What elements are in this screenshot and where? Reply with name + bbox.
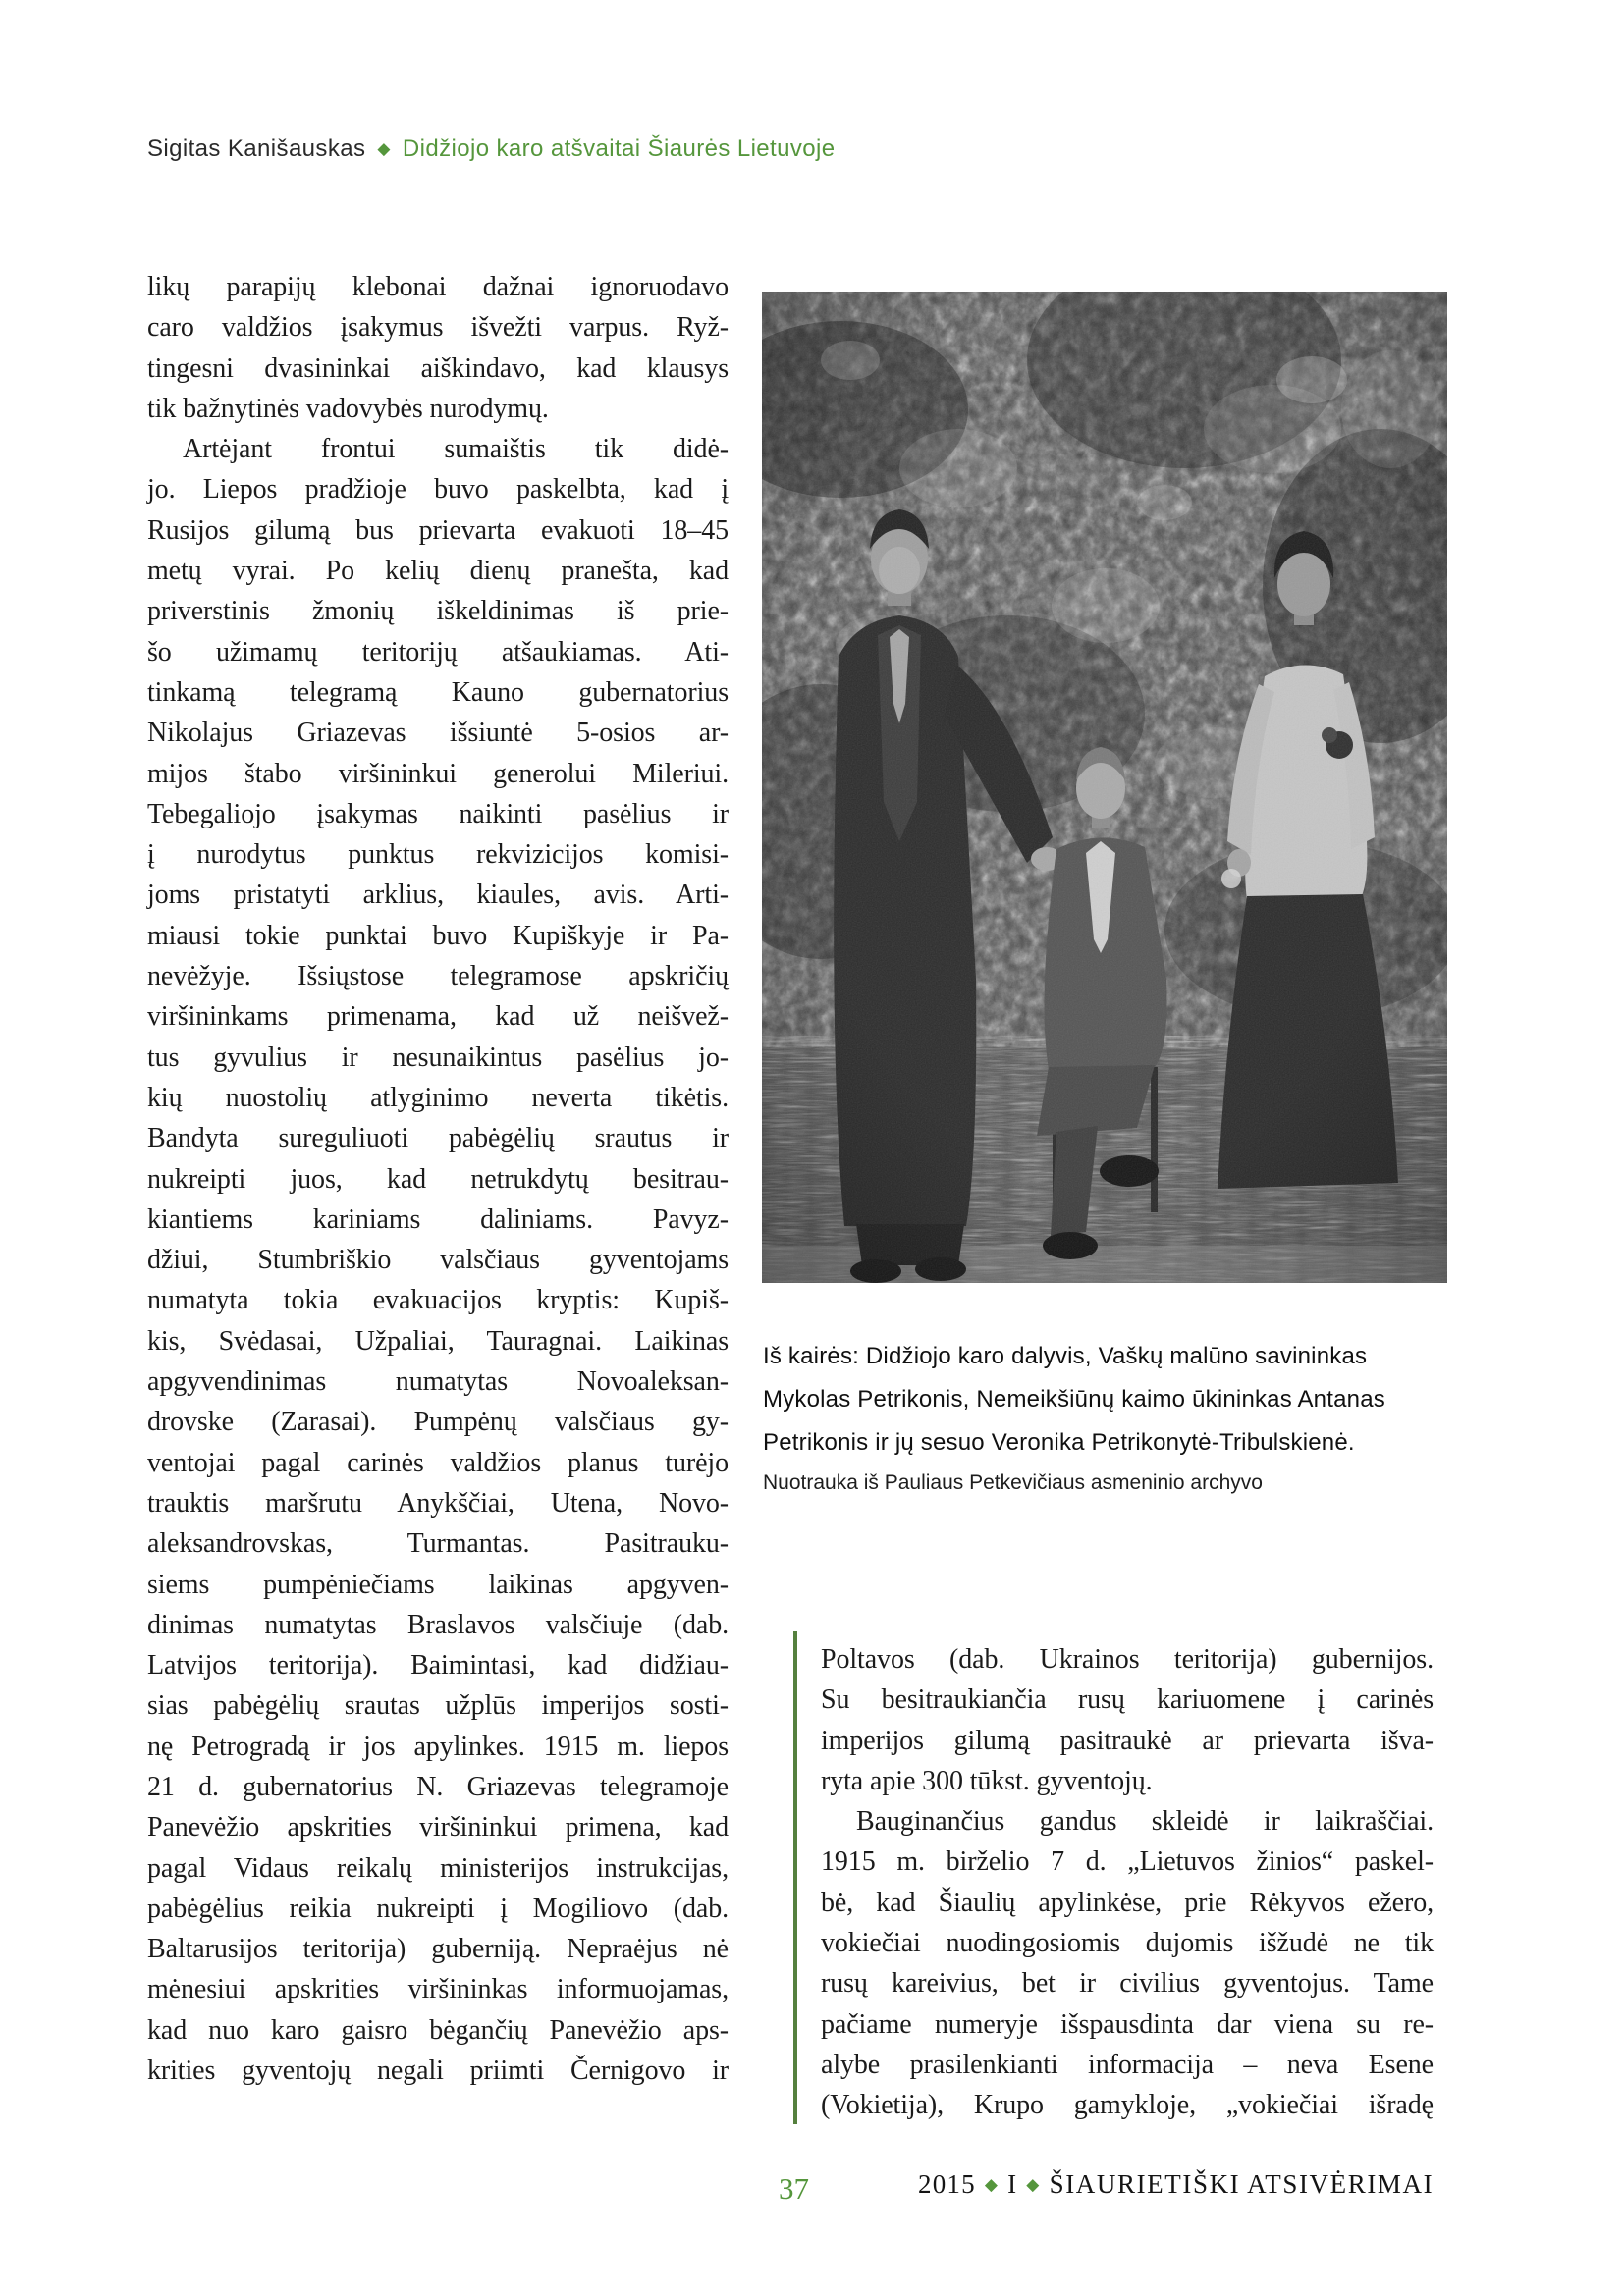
- text-line: Latvijos teritorija). Baimintasi, kad didžiau-: [147, 1650, 729, 1682]
- text-line: Petrikonis ir jų sesuo Veronika Petrikonytė-Tribulskienė.: [763, 1429, 1355, 1456]
- diamond-icon: ◆: [377, 139, 391, 158]
- text-line: caro valdžios įsakymus išvežti varpus. Ryž-: [147, 312, 729, 344]
- text-line: Mykolas Petrikonis, Nemeikšiūnų kaimo ūkininkas Antanas: [763, 1386, 1385, 1413]
- text-line: Su besitraukiančia rusų kariuomene į carinės: [821, 1684, 1434, 1716]
- text-line: į nurodytus punktus rekvizicijos komisi-: [147, 839, 729, 871]
- text-line: apgyvendinimas numatytas Novoaleksan-: [147, 1366, 729, 1398]
- photo-credit: Nuotrauka iš Pauliaus Petkevičiaus asmeninio archyvo: [763, 1471, 1263, 1494]
- text-line: rusų kareivius, bet ir civilius gyventojus. Tame: [821, 1968, 1434, 2000]
- text-line: Baltarusijos teritorija) guberniją. Nepraėjus nė: [147, 1934, 729, 1965]
- text-line: priverstinis žmonių iškeldinimas iš prie-: [147, 596, 729, 627]
- text-line: tus gyvulius ir nesunaikintus pasėlius jo-: [147, 1041, 729, 1073]
- text-line: tinkamą telegramą Kauno gubernatorius: [147, 676, 729, 708]
- text-line: šo užimamų teritorijų atšaukiamas. Ati-: [147, 636, 729, 667]
- author-name: Sigitas Kanišauskas: [147, 135, 366, 162]
- footer-year: 2015: [918, 2169, 976, 2199]
- text-line: kad nuo karo gaisro bėgančių Panevėžio aps-: [147, 2014, 729, 2046]
- text-line: miausi tokie punktai buvo Kupiškyje ir Pa-: [147, 920, 729, 951]
- text-line: ryta apie 300 tūkst. gyventojų.: [821, 1765, 1153, 1796]
- text-line: siems pumpėniečiams laikinas apgyven-: [147, 1569, 729, 1600]
- text-line: džiui, Stumbriškio valsčiaus gyventojams: [147, 1245, 729, 1276]
- text-line: Nikolajus Griazevas išsiuntė 5-osios ar-: [147, 718, 729, 749]
- text-line: trauktis maršrutu Anykščiai, Utena, Novo-: [147, 1487, 729, 1519]
- text-line: pačiame numeryje išspausdinta dar viena su re-: [821, 2008, 1434, 2040]
- diamond-icon: ◆: [1026, 2175, 1041, 2194]
- text-line: Artėjant frontui sumaištis tik didė-: [183, 434, 729, 465]
- photo: [762, 292, 1447, 1283]
- column-divider-rule: [793, 1631, 797, 2124]
- text-line: mijos štabo viršininkui generolui Mileriui.: [147, 758, 729, 789]
- text-line: nę Petrogradą ir jos apylinkes. 1915 m. liepos: [147, 1731, 729, 1762]
- text-line: kiantiems kariniams daliniams. Pavyz-: [147, 1203, 729, 1235]
- text-line: krities gyventojų negali priimti Černigovo ir: [147, 2056, 729, 2087]
- article-title: Didžiojo karo atšvaitai Šiaurės Lietuvoje: [402, 135, 836, 162]
- text-line: likų parapijų klebonai dažnai ignoruodavo: [147, 272, 729, 302]
- running-head: [147, 135, 836, 163]
- text-line: bė, kad Šiaulių apylinkėse, prie Rėkyvos ežero,: [821, 1887, 1434, 1918]
- text-line: Bandyta sureguliuoti pabėgėlių srautus ir: [147, 1123, 729, 1154]
- text-line: kių nuostolių atlyginimo neverta tikėtis.: [147, 1082, 729, 1113]
- right-text-column: [821, 1639, 1434, 2126]
- footer-issue-number: I: [1007, 2169, 1018, 2199]
- text-line: ventojai pagal carinės valdžios planus turėjo: [147, 1447, 729, 1478]
- text-line: mėnesiui apskrities viršininkas informuojamas,: [147, 1974, 729, 2005]
- photo-image: [762, 292, 1447, 1283]
- text-line: (Vokietija), Krupo gamykloje, „vokiečiai išradę: [821, 2090, 1434, 2121]
- photo-caption: [763, 1335, 1440, 1465]
- text-line: 1915 m. birželio 7 d. „Lietuvos žinios“ paskel-: [821, 1846, 1434, 1878]
- text-line: nevėžyje. Išsiųstose telegramose apskričių: [147, 961, 729, 992]
- text-line: pabėgėlius reikia nukreipti į Mogiliovo (dab.: [147, 1893, 729, 1924]
- text-line: dinimas numatytas Braslavos valsčiuje (dab.: [147, 1609, 729, 1640]
- text-line: Rusijos gilumą bus prievarta evakuoti 18–45: [147, 514, 729, 546]
- text-line: tik bažnytinės vadovybės nurodymų.: [147, 393, 549, 424]
- text-line: joms pristatyti arklius, kiaules, avis. Arti-: [147, 880, 729, 911]
- text-line: vokiečiai nuodingosiomis dujomis išžudė ne tik: [821, 1928, 1434, 1959]
- text-line: pagal Vidaus reikalų ministerijos instrukcijas,: [147, 1852, 729, 1884]
- text-line: imperijos gilumą pasitraukė ar prievarta išva-: [821, 1725, 1434, 1756]
- text-line: jo. Liepos pradžioje buvo paskelbta, kad į: [147, 474, 729, 506]
- text-line: Panevėžio apskrities viršininkui primena, kad: [147, 1812, 729, 1843]
- text-line: kis, Svėdasai, Užpaliai, Tauragnai. Laikinas: [147, 1325, 729, 1357]
- text-line: tingesni dvasininkai aiškindavo, kad klausys: [147, 352, 729, 384]
- page-number: 37: [779, 2171, 809, 2206]
- diamond-icon: ◆: [984, 2175, 1000, 2194]
- left-text-column: [147, 267, 729, 2091]
- text-line: sias pabėgėlių srautas užplūs imperijos sosti-: [147, 1690, 729, 1722]
- text-line: Poltavos (dab. Ukrainos teritorija) gubernijos.: [821, 1644, 1434, 1675]
- text-line: Tebegaliojo įsakymas naikinti pasėlius ir: [147, 798, 729, 829]
- text-line: alybe prasilenkianti informacija – neva Esene: [821, 2049, 1434, 2080]
- text-line: Bauginančius gandus skleidė ir laikraščiai.: [856, 1806, 1434, 1838]
- text-line: metų vyrai. Po kelių dienų pranešta, kad: [147, 556, 729, 587]
- journal-footer: [918, 2169, 1434, 2200]
- text-line: viršininkams primenama, kad už neišvež-: [147, 1001, 729, 1033]
- text-line: aleksandrovskas, Turmantas. Pasitrauku-: [147, 1528, 729, 1560]
- text-line: 21 d. gubernatorius N. Griazevas telegramoje: [147, 1771, 729, 1802]
- journal-title: ŠIAURIETIŠKI ATSIVĖRIMAI: [1049, 2169, 1435, 2199]
- text-line: numatyta tokia evakuacijos kryptis: Kupiš-: [147, 1285, 729, 1316]
- text-line: nukreipti juos, kad netrukdytų besitrau-: [147, 1163, 729, 1195]
- text-line: Iš kairės: Didžiojo karo dalyvis, Vaškų malūno savininkas: [763, 1343, 1368, 1369]
- text-line: drovske (Zarasai). Pumpėnų valsčiaus gy-: [147, 1407, 729, 1438]
